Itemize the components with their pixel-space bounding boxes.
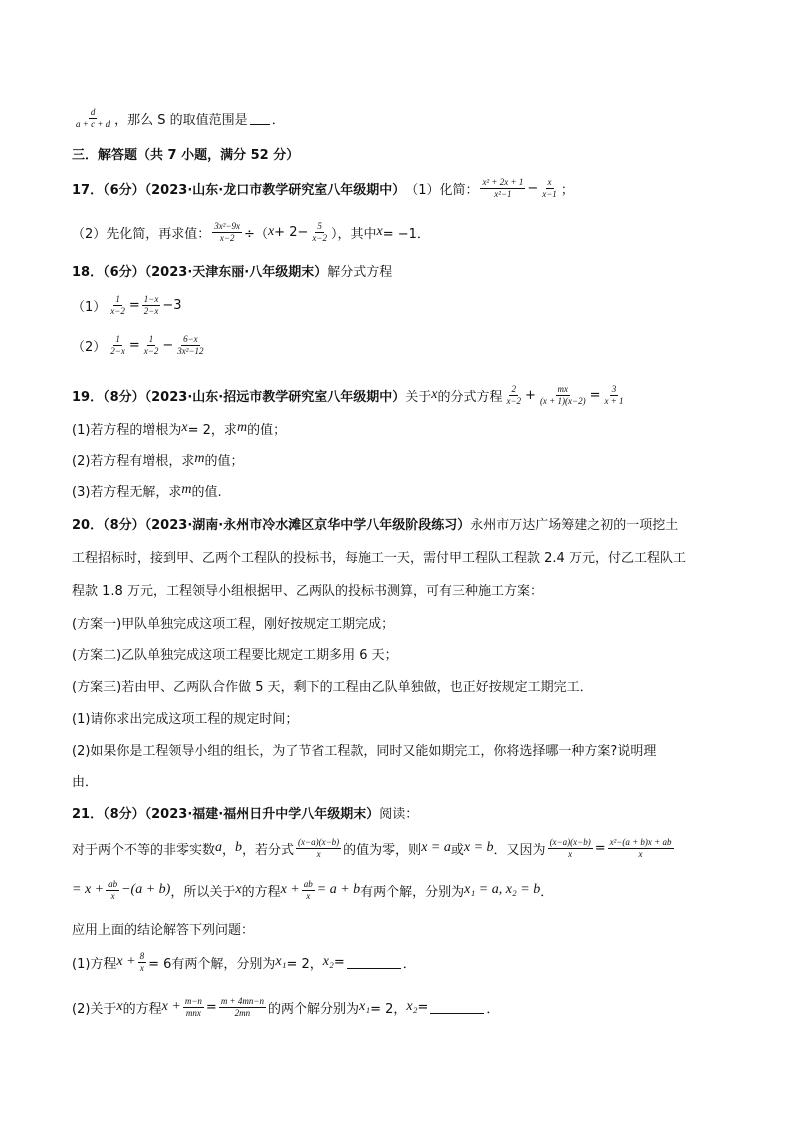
text-line: [72, 330, 208, 360]
math-expression: x +: [161, 999, 181, 1014]
text-line: [72, 638, 398, 668]
math-expression: x = b: [463, 840, 494, 855]
question-header: 17．（6分）（2023·山东·龙口市教学研究室八年级期中）: [72, 182, 406, 198]
math-expression: x₁: [358, 999, 371, 1014]
text-segment: = 2，: [370, 1001, 407, 1017]
text-segment: =: [205, 999, 217, 1015]
text-segment: ，所以关于: [170, 884, 236, 900]
math-expression: x₂: [322, 954, 334, 969]
text-line: [72, 574, 543, 604]
text-line: [72, 173, 574, 203]
text-segment: 关于: [405, 389, 432, 405]
text-line: [72, 734, 656, 764]
denominator: x−1: [542, 188, 557, 199]
text-segment: 的值；: [204, 453, 244, 469]
text-segment: =: [417, 999, 429, 1015]
math-expression: x +: [280, 882, 300, 897]
text-segment: 有两个解，分别为: [360, 884, 465, 900]
text-segment: 的值为零，则: [343, 842, 422, 858]
numerator: ab: [108, 878, 118, 889]
numerator: x² + 2x + 1: [482, 176, 524, 187]
text-segment: (2)若方程有增根，求: [72, 453, 195, 469]
text-line: [72, 103, 285, 133]
math-expression: m: [194, 451, 205, 466]
text-line: [72, 380, 628, 410]
numerator: 1: [115, 333, 120, 344]
denominator: x: [110, 890, 115, 901]
fraction: [480, 177, 525, 200]
denominator: x: [316, 848, 321, 859]
text-segment: =: [594, 840, 606, 856]
text-segment: (2)关于: [72, 1001, 117, 1017]
math-expression: a: [215, 840, 223, 855]
text-segment: (1)请你求出完成这项工程的规定时间；: [72, 711, 299, 727]
fraction: [175, 334, 205, 357]
fraction: [74, 107, 112, 130]
fraction: [540, 177, 559, 200]
text-line: [72, 670, 593, 700]
fraction: [302, 879, 315, 902]
text-segment: = 2，: [286, 956, 323, 972]
text-segment: ，那么 S 的取值范围是: [114, 112, 248, 128]
numerator: (x−a)(x−b): [298, 836, 340, 847]
text-line: [72, 255, 392, 285]
answer-blank[interactable]: [250, 112, 270, 125]
denominator: x: [568, 848, 573, 859]
text-segment: （2）先化简，再求值：: [72, 226, 211, 242]
text-line: [72, 947, 416, 977]
text-line: [72, 444, 244, 474]
text-line: [72, 702, 298, 732]
text-segment: ．: [486, 1001, 500, 1017]
text-line: [72, 138, 299, 168]
denominator: a + c + d: [76, 118, 111, 129]
math-expression: x: [431, 387, 438, 402]
denominator: x + 1: [604, 395, 624, 406]
numerator: m + 4mn−n: [220, 995, 264, 1006]
fraction: [183, 996, 204, 1019]
text-segment: 由．: [72, 774, 99, 790]
math-expression: m: [236, 420, 248, 435]
text-segment: 或: [450, 842, 464, 858]
fraction: [310, 221, 329, 244]
text-segment: −3: [162, 297, 182, 313]
text-segment: =: [589, 387, 601, 403]
text-line: [72, 508, 678, 538]
text-segment: −: [527, 180, 539, 196]
numerator: x²−(a + b)x + ab: [609, 836, 672, 847]
text-segment: ），其中: [330, 226, 377, 242]
answer-blank[interactable]: [347, 956, 401, 969]
numerator: 1: [148, 333, 154, 344]
numerator: 3x²−9x: [214, 220, 241, 231]
text-line: [72, 607, 394, 637]
question-header: 19．（8分）（2023·山东·招远市教学研究室八年级期中）: [72, 389, 406, 405]
math-expression: m: [181, 482, 192, 497]
fraction: [538, 384, 588, 407]
text-segment: (1)若方程的增根为: [72, 422, 182, 438]
denominator: 2−x: [143, 305, 159, 316]
text-segment: (方案三)若由甲、乙两队合作做 5 天，剩下的工程由乙队单独做，也正好按规定工期完工．: [72, 679, 593, 695]
math-expression: b: [235, 840, 243, 855]
question-header: 21．（8分）（2023·福建·福州日升中学八年级期末）: [72, 806, 380, 822]
math-expression: x: [181, 420, 188, 435]
denominator: x−2: [143, 345, 159, 356]
math-expression: x: [267, 224, 275, 239]
text-line: [72, 765, 98, 795]
denominator: (x + 1)(x−2): [539, 395, 586, 406]
denominator: x: [306, 890, 311, 901]
text-segment: (方案二)乙队单独完成这项工程要比规定工期多用 6 天；: [72, 647, 398, 663]
denominator: x−2: [312, 232, 327, 243]
text-segment: =: [333, 954, 345, 970]
numerator: m−n: [184, 995, 202, 1006]
math-expression: x: [376, 224, 383, 239]
text-segment: （2）: [72, 339, 107, 355]
math-expression: x₁ = a, x₂ = b: [464, 882, 541, 897]
text-segment: 阅读：: [379, 806, 419, 822]
text-line: [72, 475, 222, 505]
text-segment: ，: [222, 842, 236, 858]
numerator: 1−x: [143, 293, 159, 304]
text-line: [72, 413, 286, 443]
fraction: [548, 837, 593, 860]
fraction: [142, 334, 161, 357]
text-line: [72, 797, 418, 827]
math-expression: x₂: [406, 999, 418, 1014]
text-line: [72, 833, 676, 863]
fraction: [138, 951, 147, 974]
denominator: x: [139, 962, 144, 973]
text-segment: 的方程: [122, 1001, 162, 1017]
text-segment: −: [162, 337, 174, 353]
numerator: 5: [317, 220, 322, 231]
text-segment: 永州市万达广场筹建之初的一项挖土: [470, 517, 679, 533]
math-expression: = x +: [72, 882, 105, 897]
math-expression: = a + b: [316, 882, 361, 897]
numerator: 3: [611, 383, 617, 394]
denominator: mnx: [185, 1007, 201, 1018]
question-header: 18．（6分）（2023·天津东丽·八年级期末）: [72, 264, 328, 280]
text-segment: 应用上面的结论解答下列问题：: [72, 922, 255, 938]
text-segment: =: [128, 297, 140, 313]
denominator: x²−1: [494, 188, 512, 199]
fraction: [219, 996, 266, 1019]
denominator: 2−x: [110, 345, 125, 356]
text-segment: ．: [402, 956, 416, 972]
denominator: x: [638, 848, 643, 859]
text-segment: 对于两个不等的非零实数: [72, 842, 216, 858]
denominator: x−2: [219, 232, 235, 243]
text-line: [72, 541, 686, 571]
text-segment: +: [525, 387, 536, 403]
denominator: 3x²−12: [177, 345, 204, 356]
math-expression: x = a: [421, 840, 451, 855]
text-segment: = 2，求: [187, 422, 237, 438]
denominator: 2mn: [234, 1007, 251, 1018]
text-segment: ．: [540, 884, 554, 900]
text-segment: ．: [271, 112, 285, 128]
numerator: ab: [303, 878, 313, 889]
text-segment: = −1．: [382, 226, 430, 242]
text-segment: =: [128, 337, 140, 353]
text-segment: （1）化简：: [405, 182, 479, 198]
denominator: x−2: [506, 395, 522, 406]
fraction: [142, 294, 161, 317]
numerator: d: [90, 106, 96, 117]
numerator: (x−a)(x−b): [549, 836, 591, 847]
text-line: [72, 992, 499, 1022]
numerator: x: [547, 176, 552, 187]
numerator: 1: [115, 293, 120, 304]
text-segment: (3)若方程无解，求: [72, 484, 182, 500]
question-header: 三．解答题（共 7 小题，满分 52 分）: [72, 147, 300, 163]
text-segment: (1)方程: [72, 956, 117, 972]
text-segment: + 2−: [274, 224, 309, 240]
numerator: mx: [557, 383, 568, 394]
math-expression: x₁: [275, 954, 287, 969]
fraction: [212, 221, 242, 244]
math-expression: x: [116, 999, 123, 1014]
question-header: 20．（8分）（2023·湖南·永州市冷水滩区京华中学八年级阶段练习）: [72, 517, 471, 533]
math-expression: x +: [116, 954, 136, 969]
text-line: [72, 217, 430, 247]
numerator: 2: [511, 383, 516, 394]
denominator: x−2: [110, 305, 125, 316]
text-segment: (2)如果你是工程领导小组的组长，为了节省工程款，同时又能如期完工，你将选择哪一种方案?说明理: [72, 743, 657, 759]
text-segment: 工程招标时，接到甲、乙两个工程队的投标书，每施工一天，需付甲工程队工程款 2.4 万元，付乙工程队工: [72, 550, 686, 566]
text-segment: ÷（: [244, 226, 268, 242]
fraction: [608, 837, 674, 860]
text-segment: 的值.: [191, 484, 222, 500]
text-segment: ．又因为: [493, 842, 546, 858]
text-segment: = 6有两个解，分别为: [148, 956, 276, 972]
text-segment: 的分式方程: [437, 389, 503, 405]
text-segment: （1）: [72, 299, 107, 315]
text-segment: ，若分式: [242, 842, 295, 858]
numerator: 6−x: [183, 333, 198, 344]
fraction: [106, 879, 119, 902]
math-expression: x: [235, 882, 242, 897]
fraction: [504, 384, 523, 407]
fraction: [108, 334, 127, 357]
fraction: [296, 837, 341, 860]
text-segment: 解分式方程: [327, 264, 393, 280]
text-segment: ；: [560, 182, 574, 198]
text-segment: 的值；: [247, 422, 287, 438]
math-expression: −(a + b): [121, 882, 171, 897]
numerator: 8: [139, 950, 145, 961]
text-line: [72, 913, 254, 943]
text-segment: 的方程: [241, 884, 281, 900]
text-segment: (方案一)甲队单独完成这项工程，刚好按规定工期完成；: [72, 616, 395, 632]
text-line: [72, 875, 553, 905]
text-line: [72, 290, 182, 320]
fraction: [602, 384, 625, 407]
answer-blank[interactable]: [430, 1001, 484, 1014]
text-segment: 的两个解分别为: [267, 1001, 359, 1017]
fraction: [108, 294, 127, 317]
text-segment: 程款 1.8 万元，工程领导小组根据甲、乙两队的投标书测算，可有三种施工方案：: [72, 583, 543, 599]
